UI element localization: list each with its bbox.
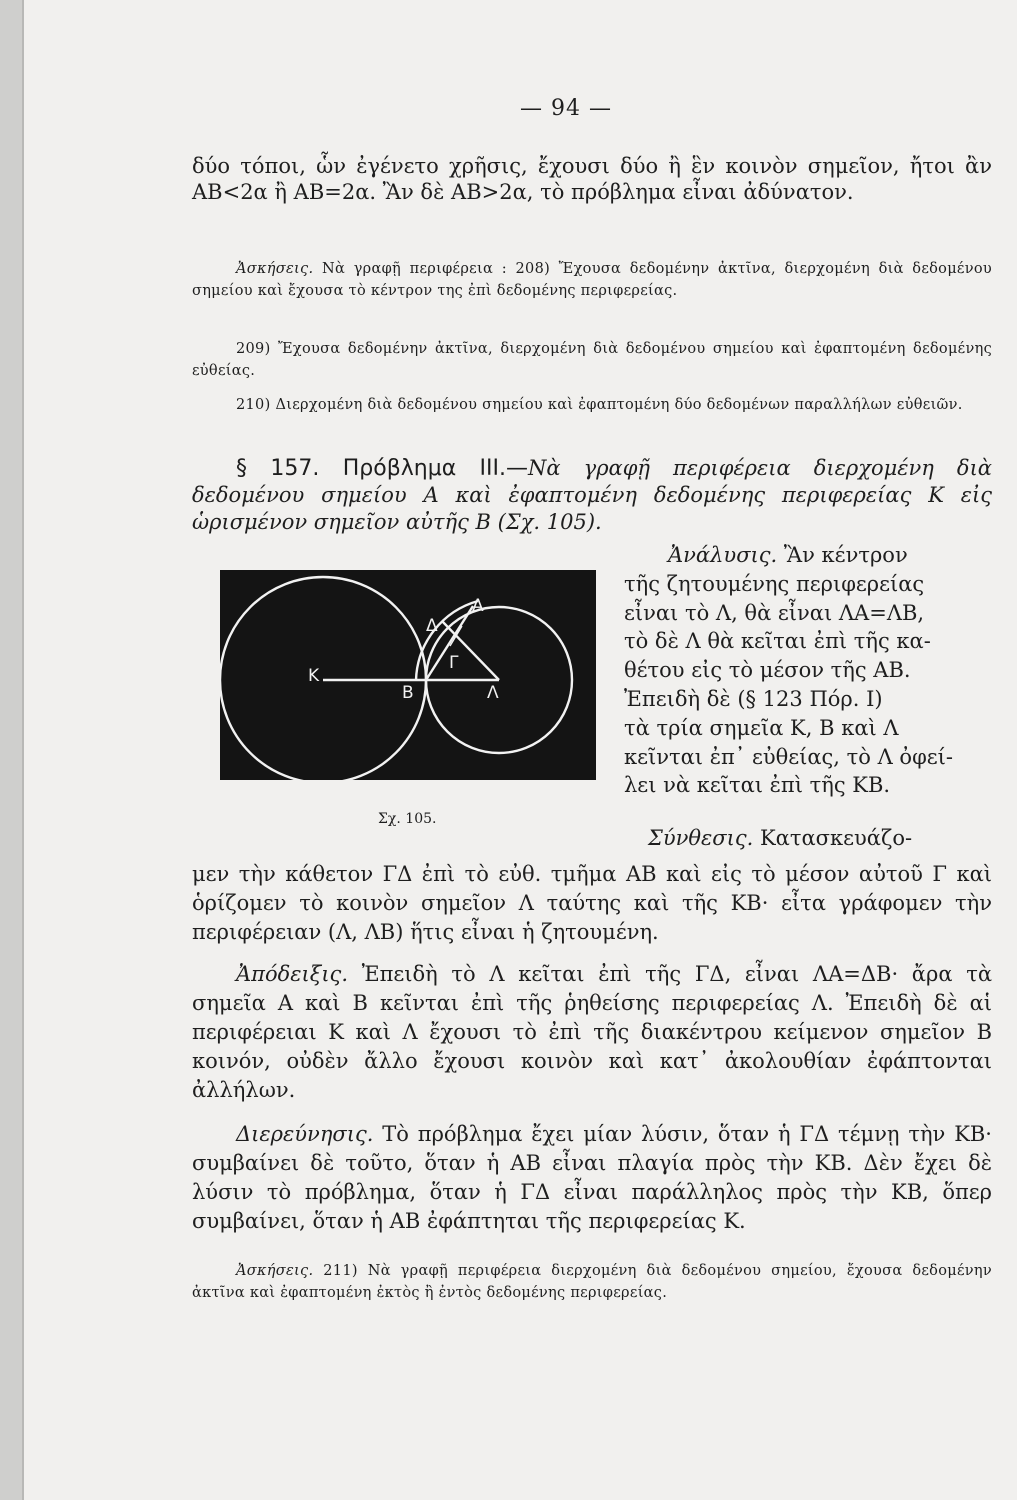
exercise-210: 210) Διερχομένη διὰ δεδομένου σημείου καὶ ἐφαπτομένη δύο δεδομένων παραλλήλων εὐθειῶν. xyxy=(236,397,963,413)
investigation-label: Διερεύνησις. xyxy=(236,1122,374,1146)
analysis-line-6: τὰ τρία σημεῖα Κ, Β καὶ Λ xyxy=(624,715,899,740)
proof-text: Ἐπειδὴ τὸ Λ κεῖται ἐπὶ τῆς ΓΔ, εἶναι ΛΑ=ΔΒ· ἄρα τὰ σημεῖα Α καὶ Β κεῖνται ἐπὶ τῆς ῥηθείσης περιφερείας Λ. Ἐπειδὴ δὲ αἱ περιφέρειαι Κ καὶ Λ ἔχουσι τὸ ἐπὶ τῆς διακέντρου κείμενον σημεῖον Β κοινόν, οὐδὲν ἄλλο ἔχουσι κοινὸν καὶ κατ᾽ ἀκολουθίαν ἐφάπτονται ἀλλήλων. xyxy=(192,962,992,1102)
exercise-208-text: Νὰ γραφῇ περιφέρεια : 208) Ἔχουσα δεδομένην ἀκτῖνα, διερχομένη διὰ δεδομένου σημείου καὶ ἔχουσα τὸ κέντρον της ἐπὶ δεδομένης περιφερείας. xyxy=(192,261,992,299)
analysis-line xyxy=(624,541,992,570)
synthesis-label: Σύνθεσις. xyxy=(648,826,754,850)
figure-105-drawing xyxy=(220,570,596,780)
analysis-paragraph xyxy=(624,541,992,800)
analysis-line-2: εἶναι τὸ Λ, θὰ εἶναι ΛΑ=ΛΒ, xyxy=(624,600,925,625)
exercise-211 xyxy=(192,1260,992,1304)
proof-paragraph xyxy=(192,960,992,1105)
figure-caption: Σχ. 105. xyxy=(378,811,437,827)
analysis-line-7: κεῖνται ἐπ᾽ εὐθείας, τὸ Λ ὀφεί- xyxy=(624,744,953,769)
synthesis-first-line xyxy=(648,825,992,851)
problem-text: Νὰ γραφῇ περιφέρεια διερχομένη διὰ δεδομένου σημείου Α καὶ ἐφαπτομένη δεδομένης περιφερείας Κ εἰς ὡρισμένον σημεῖον αὐτῆς Β (Σχ. 105). xyxy=(192,456,992,534)
investigation-text: Τὸ πρόβλημα ἔχει μίαν λύσιν, ὅταν ἡ ΓΔ τέμνῃ τὴν ΚΒ· συμβαίνει δὲ τοῦτο, ὅταν ἡ ΑΒ εἶναι πλαγία πρὸς τὴν ΚΒ. Δὲν ἔχει δὲ λύσιν τὸ πρόβλημα, ὅταν ἡ ΓΔ εἶναι παράλληλος πρὸς τὴν ΚΒ, ὅπερ συμβαίνει, ὅταν ἡ ΑΒ ἐφάπτηται τῆς περιφερείας Κ. xyxy=(192,1122,992,1233)
label-a: Α xyxy=(472,596,484,616)
analysis-line-5: Ἐπειδὴ δὲ (§ 123 Πόρ. Ι) xyxy=(624,686,883,711)
proof-label: Ἀπόδειξις. xyxy=(236,962,348,986)
exercises-label: Ἀσκήσεις. xyxy=(236,261,314,277)
tick-mark xyxy=(450,626,462,646)
analysis-label: Ἀνάλυσις. xyxy=(668,543,778,567)
figure-105 xyxy=(220,570,596,780)
label-b: Β xyxy=(402,683,414,703)
investigation-paragraph xyxy=(192,1120,992,1236)
exercise-211-text: 211) Νὰ γραφῇ περιφέρεια διερχομένη διὰ δεδομένου σημείου, ἔχουσα δεδομένην ἀκτῖνα καὶ ἐφαπτομένη ἐκτὸς ἢ ἐντὸς δεδομένης περιφερείας. xyxy=(192,1263,992,1301)
exercise-209: 209) Ἔχουσα δεδομένην ἀκτῖνα, διερχομένη διὰ δεδομένου σημείου καὶ ἐφαπτομένη δεδομένης εὐθείας. xyxy=(192,341,992,379)
synthesis-paragraph: μεν τὴν κάθετον ΓΔ ἐπὶ τὸ εὐθ. τμῆμα ΑΒ καὶ εἰς τὸ μέσον αὐτοῦ Γ καὶ ὁρίζομεν τὸ κοινὸν σημεῖον Λ ταύτης καὶ τῆς ΚΒ· εἶτα γράφομεν τὴν περιφέρειαν (Λ, ΛΒ) ἥτις εἶναι ἡ ζητουμένη. xyxy=(192,862,992,944)
problem-heading: § 157. Πρόβλημα ΙΙΙ.— xyxy=(236,456,529,481)
analysis-line-3: τὸ δὲ Λ θὰ κεῖται ἐπὶ τῆς κα- xyxy=(624,629,931,654)
synthesis-first: Κατασκευάζο- xyxy=(753,826,913,850)
problem-statement xyxy=(192,455,992,536)
label-k: Κ xyxy=(308,666,320,686)
exercise-208 xyxy=(192,258,992,302)
analysis-line-4: θέτου εἰς τὸ μέσον τῆς ΑΒ. xyxy=(624,658,911,683)
paragraph-intro: δύο τόποι, ὧν ἐγένετο χρῆσις, ἔχουσι δύο ἢ ἓν κοινὸν σημεῖον, ἤτοι ἂν ΑΒ<2α ἢ ΑΒ=2α. Ἂν δὲ ΑΒ>2α, τὸ πρόβλημα εἶναι ἀδύνατον. xyxy=(192,154,992,204)
label-d: Δ xyxy=(426,616,438,636)
analysis-line-8: λει νὰ κεῖται ἐπὶ τῆς ΚΒ. xyxy=(624,773,891,798)
exercises-label-2: Ἀσκήσεις. xyxy=(236,1263,314,1279)
label-l: Λ xyxy=(487,683,499,703)
analysis-line-1: τῆς ζητουμένης περιφερείας xyxy=(624,571,925,596)
page-number: — 94 — xyxy=(520,96,612,121)
analysis-line-0: Ἂν κέντρον xyxy=(777,543,908,567)
circle-k xyxy=(220,577,426,780)
label-g: Γ xyxy=(449,653,459,673)
